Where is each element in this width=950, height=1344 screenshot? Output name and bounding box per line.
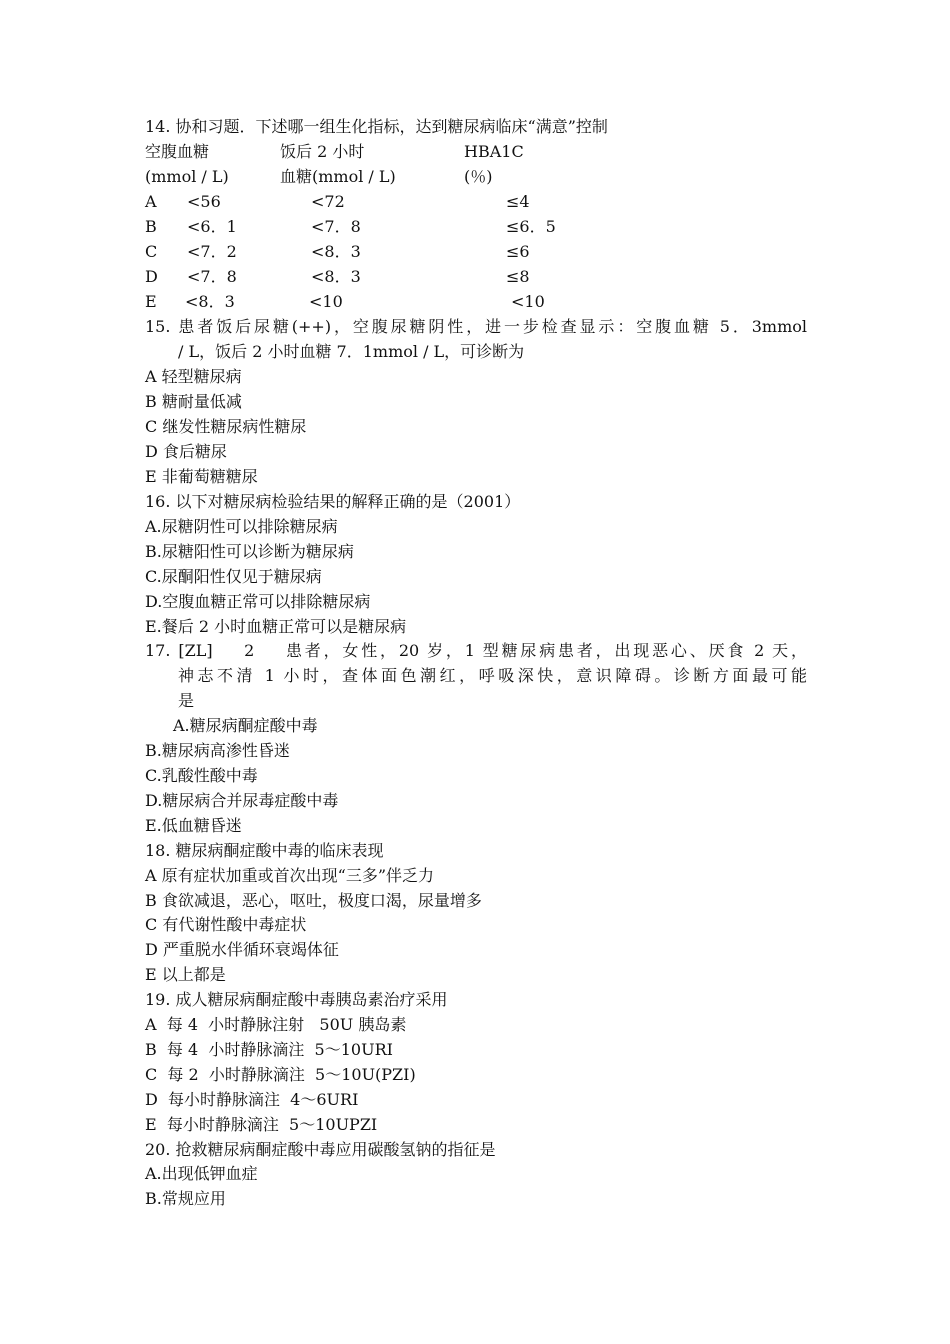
q14-header-fasting: 空腹血糖 — [145, 142, 210, 161]
q14-row-letter: E — [145, 292, 157, 311]
q18-question: 18. 糖尿病酮症酸中毒的临床表现 — [145, 841, 384, 860]
q14-question: 14. 协和习题．下述哪一组生化指标，达到糖尿病临床“满意”控制 — [145, 117, 608, 136]
q16-option-c: C.尿酮阳性仅见于糖尿病 — [145, 567, 322, 586]
q14-row-fasting: <6．1 — [187, 217, 237, 236]
q14-row-letter: C — [145, 242, 158, 261]
q17-option-d: D.糖尿病合并尿毒症酸中毒 — [145, 791, 339, 810]
q16-option-e: E.餐后 2 小时血糖正常可以是糖尿病 — [145, 617, 407, 636]
q14-row-hba1c: ≤4 — [506, 192, 530, 211]
q19-option-c: C 每 2 小时静脉滴注 5～10U(PZI) — [145, 1065, 416, 1084]
q14-header-hba1c: HBA1C — [464, 142, 524, 161]
q14-row-d — [145, 264, 807, 289]
q17-question-line-1: 17. [ZL] 2 患者，女性，20 岁，1 型糖尿病患者，出现恶心、厌食 2 天， — [145, 641, 807, 660]
q15-question-line-1: 15. 患者饭后尿糖(++)，空腹尿糖阴性，进一步检查显示：空腹血糖 5．3mmol — [145, 317, 807, 336]
q18-option-a: A 原有症状加重或首次出现“三多”伴乏力 — [145, 866, 435, 885]
q20-option-a: A.出现低钾血症 — [145, 1164, 258, 1183]
q17-question-line-2: 神志不清 1 小时，查体面色潮红，呼吸深快，意识障碍。诊断方面最可能 — [178, 666, 807, 685]
q18-option-c: C 有代谢性酸中毒症状 — [145, 915, 307, 934]
q18-option-e: E 以上都是 — [145, 965, 226, 984]
q14-row-postprandial: <8．3 — [311, 267, 361, 286]
q14-row-postprandial: <10 — [309, 292, 343, 311]
q16-option-b: B.尿糖阳性可以诊断为糖尿病 — [145, 542, 354, 561]
q18-option-d: D 严重脱水伴循环衰竭体征 — [145, 940, 339, 959]
q16-question: 16. 以下对糖尿病检验结果的解释正确的是（2001） — [145, 492, 521, 511]
q17-question-line-3: 是 — [178, 691, 195, 710]
q14-row-hba1c: ≤6．5 — [506, 217, 556, 236]
q17-option-b: B.糖尿病高渗性昏迷 — [145, 741, 290, 760]
q14-header-postprandial: 饭后 2 小时 — [280, 142, 365, 161]
q17-option-a: A.糖尿病酮症酸中毒 — [173, 716, 318, 735]
q15-option-d: D 食后糖尿 — [145, 442, 227, 461]
q14-row-b — [145, 214, 807, 239]
q19-option-d: D 每小时静脉滴注 4～6URI — [145, 1090, 359, 1109]
q19-option-b: B 每 4 小时静脉滴注 5～10URI — [145, 1040, 393, 1059]
q17-option-e: E.低血糖昏迷 — [145, 816, 242, 835]
q14-header-row-2 — [145, 164, 807, 189]
q14-row-postprandial: <7．8 — [311, 217, 361, 236]
q15-option-a: A 轻型糖尿病 — [145, 367, 242, 386]
q14-header-row-1 — [145, 139, 807, 164]
q18-option-b: B 食欲减退，恶心，呕吐，极度口渴，尿量增多 — [145, 891, 482, 910]
q14-row-letter: B — [145, 217, 157, 236]
q14-row-fasting: <7．8 — [187, 267, 237, 286]
q14-row-a — [145, 189, 807, 214]
q15-question-line-2: / L，饭后 2 小时血糖 7．1mmol / L，可诊断为 — [178, 342, 525, 361]
q14-header-fasting-unit: (mmol / L) — [145, 167, 229, 186]
q15-option-c: C 继发性糖尿病性糖尿 — [145, 417, 307, 436]
q14-row-hba1c: <10 — [511, 292, 545, 311]
q19-option-a: A 每 4 小时静脉注射 50U 胰岛素 — [145, 1015, 407, 1034]
q14-row-e — [145, 289, 807, 314]
q16-option-a: A.尿糖阴性可以排除糖尿病 — [145, 517, 338, 536]
q14-row-fasting: <56 — [187, 192, 221, 211]
q15-option-e: E 非葡萄糖糖尿 — [145, 467, 258, 486]
q14-row-fasting: <7．2 — [187, 242, 237, 261]
q14-row-hba1c: ≤8 — [506, 267, 530, 286]
q14-row-hba1c: ≤6 — [506, 242, 530, 261]
q14-row-letter: D — [145, 267, 158, 286]
q14-row-letter: A — [145, 192, 157, 211]
q19-question: 19. 成人糖尿病酮症酸中毒胰岛素治疗采用 — [145, 990, 448, 1009]
q14-row-postprandial: <72 — [311, 192, 345, 211]
q17-option-c: C.乳酸性酸中毒 — [145, 766, 258, 785]
q16-option-d: D.空腹血糖正常可以排除糖尿病 — [145, 592, 371, 611]
q14-header-postprandial-unit: 血糖(mmol / L) — [280, 167, 396, 186]
q15-option-b: B 糖耐量低减 — [145, 392, 242, 411]
q14-row-fasting: <8．3 — [185, 292, 235, 311]
q14-row-c — [145, 239, 807, 264]
q20-option-b: B.常规应用 — [145, 1189, 226, 1208]
q19-option-e: E 每小时静脉滴注 5～10UPZI — [145, 1115, 378, 1134]
q20-question: 20. 抢救糖尿病酮症酸中毒应用碳酸氢钠的指征是 — [145, 1140, 496, 1159]
q14-header-hba1c-unit: (％) — [464, 167, 493, 186]
q14-row-postprandial: <8．3 — [311, 242, 361, 261]
